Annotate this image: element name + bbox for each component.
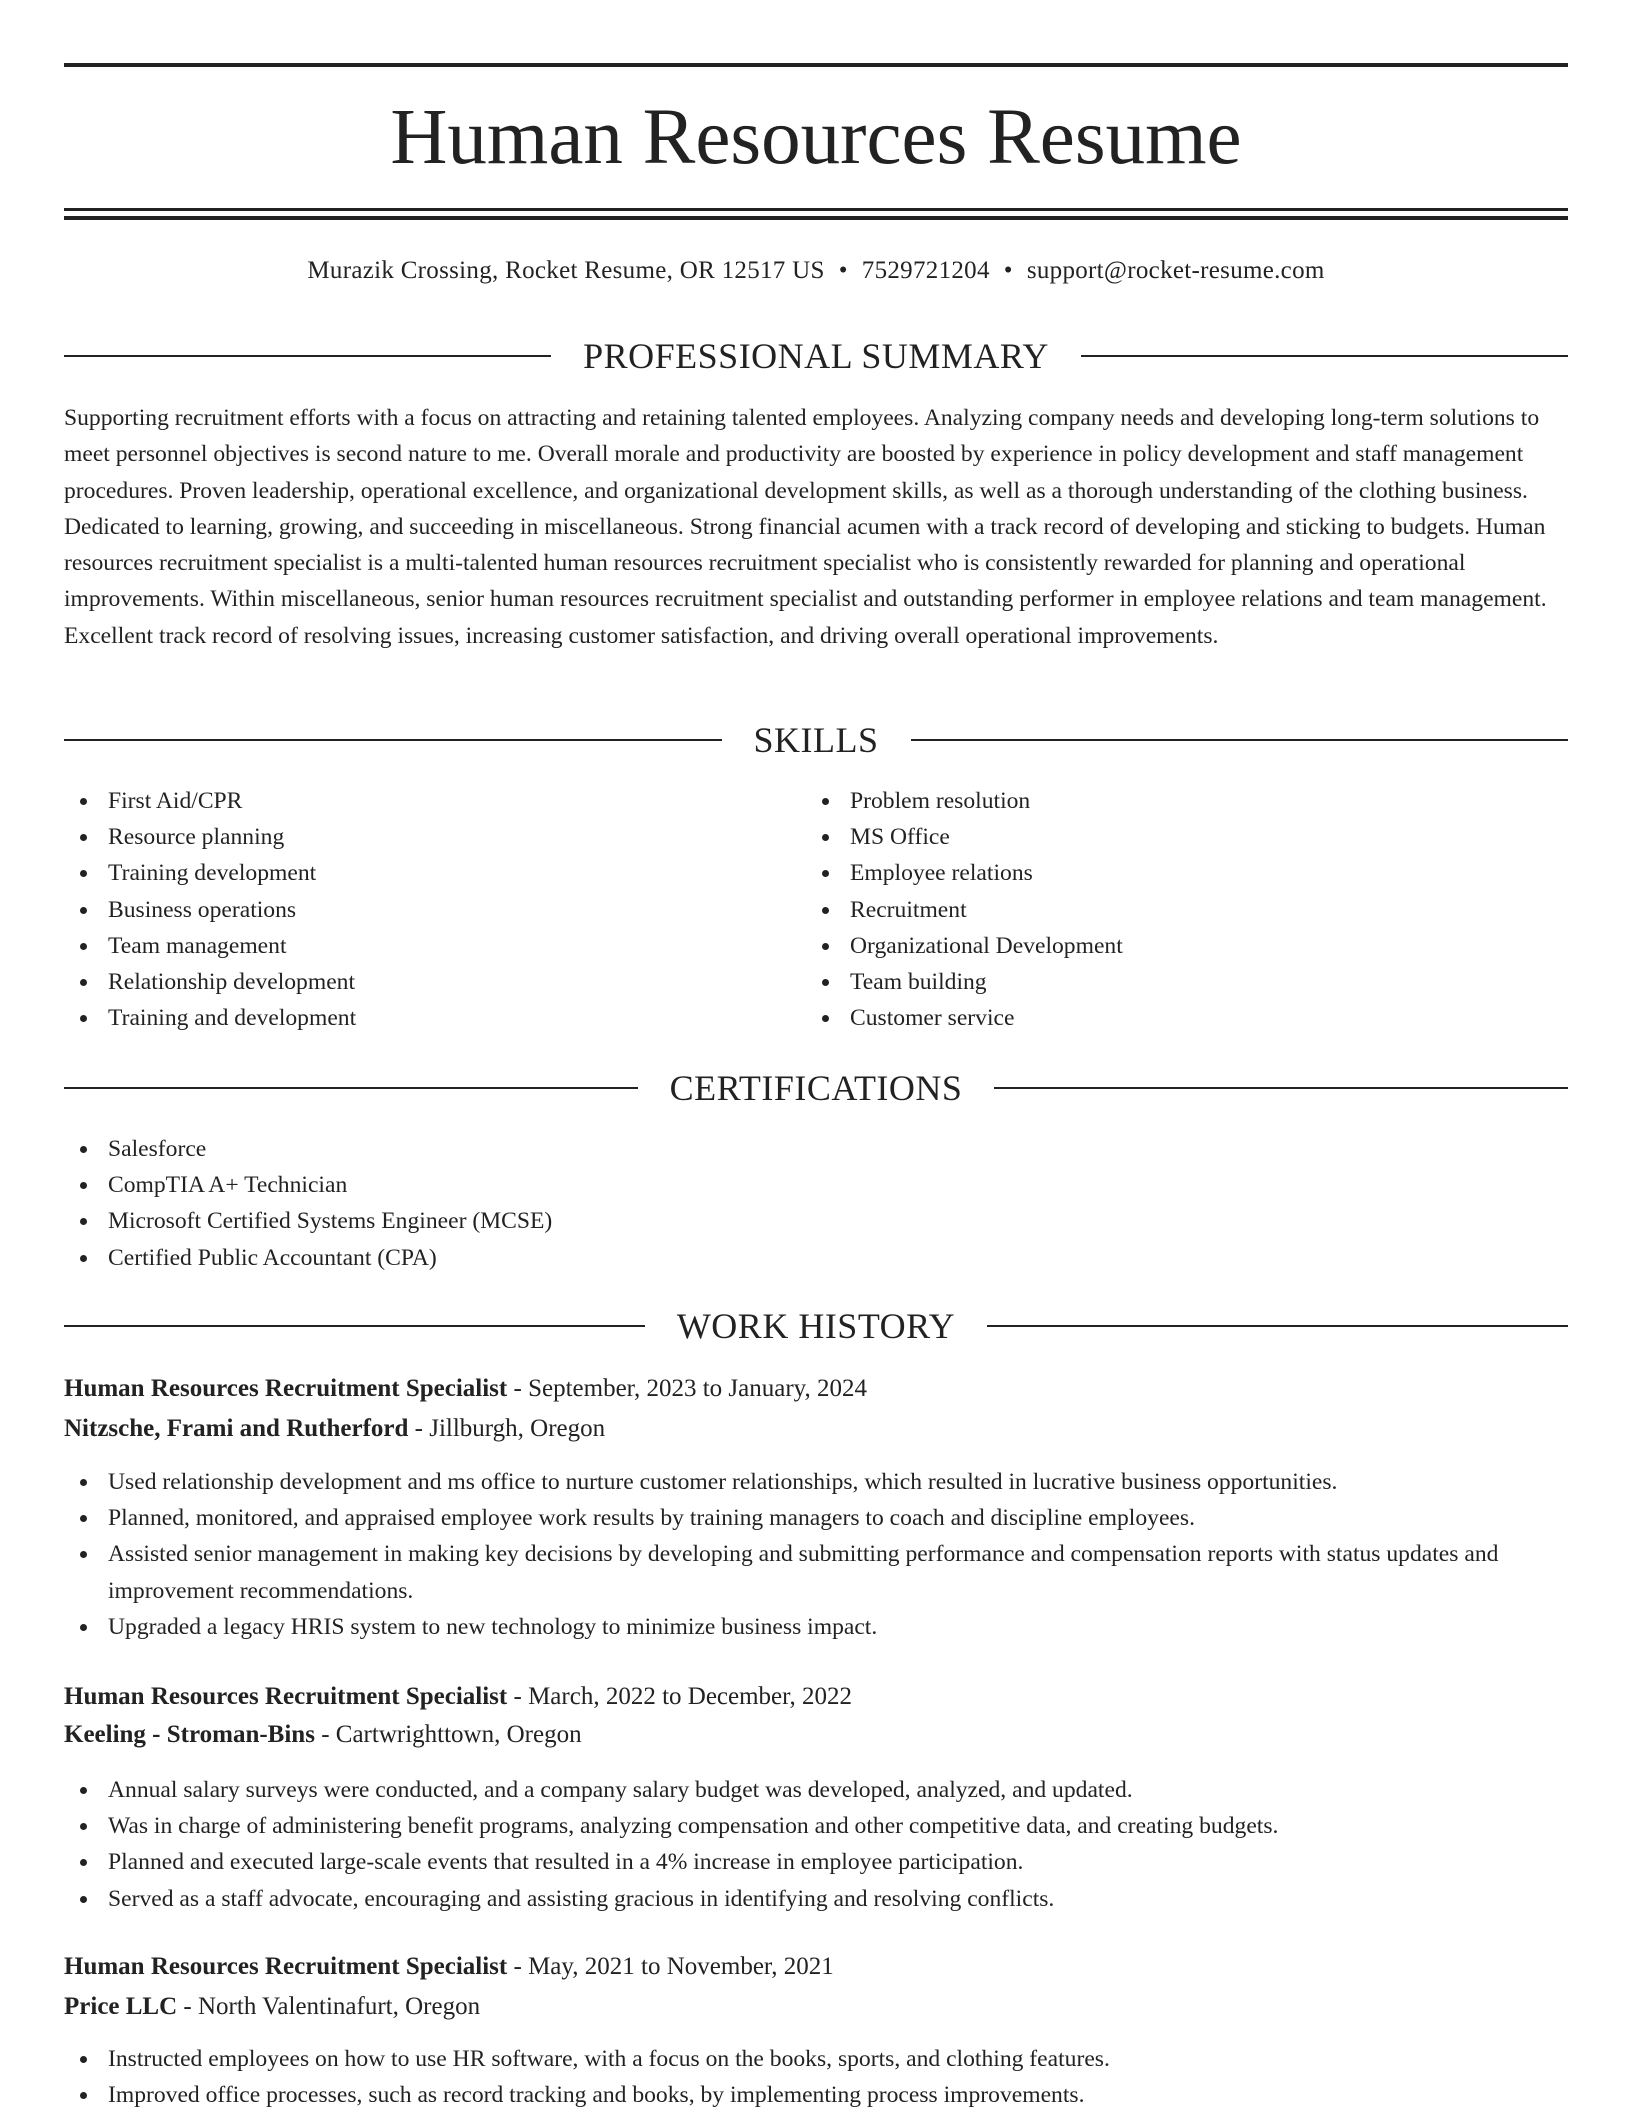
skill-item: Problem resolution — [806, 783, 1506, 819]
header-bottom-rule-2 — [64, 216, 1568, 220]
divider — [1081, 355, 1568, 357]
job-dates: - May, 2021 to November, 2021 — [507, 1953, 834, 1980]
certification-item: CompTIA A+ Technician — [64, 1167, 1568, 1203]
job-bullets — [64, 1772, 1568, 1917]
header-top-rule — [64, 63, 1568, 67]
section-heading-summary — [64, 334, 1568, 378]
certifications-list — [64, 1131, 1568, 1276]
job-dates: - March, 2022 to December, 2022 — [507, 1683, 852, 1710]
divider — [911, 739, 1569, 741]
job-role: Human Resources Recruitment Specialist — [64, 1683, 508, 1710]
divider — [64, 739, 722, 741]
job-bullet: Was in charge of administering benefit programs, analyzing compensation and other competitive data, and creating budgets. — [64, 1808, 1568, 1844]
skill-item: Organizational Development — [806, 928, 1506, 964]
skill-item: Team management — [64, 928, 764, 964]
skill-item: Customer service — [806, 1000, 1506, 1036]
job-bullet: Planned and executed large-scale events that resulted in a 4% increase in employee participation. — [64, 1844, 1568, 1880]
section-title: PROFESSIONAL SUMMARY — [583, 336, 1049, 376]
section-title: SKILLS — [753, 720, 879, 760]
job-bullets — [64, 1464, 1568, 1645]
section-title: WORK HISTORY — [676, 1306, 956, 1346]
job-bullets — [64, 2041, 1568, 2113]
job-bullet: Assisted senior management in making key decisions by developing and submitting performance and compensation reports with status updates and improvement recommendations. — [64, 1536, 1568, 1608]
job-company: Keeling - Stroman-Bins — [64, 1721, 315, 1748]
skill-item: Team building — [806, 964, 1506, 1000]
skill-item: MS Office — [806, 819, 1506, 855]
section-heading-certifications — [64, 1066, 1568, 1110]
certification-item: Microsoft Certified Systems Engineer (MCSE) — [64, 1203, 1568, 1239]
section-heading-work-history — [64, 1304, 1568, 1348]
job-title-line — [64, 1679, 1568, 1715]
job-role: Human Resources Recruitment Specialist — [64, 1953, 508, 1980]
page-title: Human Resources Resume — [390, 94, 1242, 181]
contact-phone: 7529721204 — [861, 257, 990, 284]
divider — [64, 1087, 638, 1089]
skills-column-left — [64, 783, 764, 1036]
skills-column-right — [806, 783, 1506, 1036]
section-title: CERTIFICATIONS — [669, 1068, 963, 1108]
job-title-line — [64, 1371, 1568, 1407]
contact-address: Murazik Crossing, Rocket Resume, OR 12517 US — [307, 257, 825, 284]
certification-item: Certified Public Accountant (CPA) — [64, 1240, 1568, 1276]
job-bullet: Used relationship development and ms office to nurture customer relationships, which resulted in lucrative business opportunities. — [64, 1464, 1568, 1500]
job-bullet: Annual salary surveys were conducted, and a company salary budget was developed, analyzed, and updated. — [64, 1772, 1568, 1808]
skill-item: Training and development — [64, 1000, 764, 1036]
job-company-line — [64, 1717, 1568, 1753]
contact-email: support@rocket-resume.com — [1026, 257, 1325, 284]
job-bullet: Served as a staff advocate, encouraging and assisting gracious in identifying and resolving conflicts. — [64, 1881, 1568, 1917]
job-dates: - September, 2023 to January, 2024 — [507, 1375, 868, 1402]
job-bullet: Planned, monitored, and appraised employee work results by training managers to coach and discipline employees. — [64, 1500, 1568, 1536]
job-company: Price LLC — [64, 1993, 178, 2020]
job-bullet: Instructed employees on how to use HR software, with a focus on the books, sports, and clothing features. — [64, 2041, 1568, 2077]
skill-item: Resource planning — [64, 819, 764, 855]
divider — [64, 1325, 645, 1327]
skill-item: First Aid/CPR — [64, 783, 764, 819]
job-location: - Jillburgh, Oregon — [408, 1415, 606, 1442]
divider — [987, 1325, 1568, 1327]
header-bottom-rule — [64, 208, 1568, 211]
job-role: Human Resources Recruitment Specialist — [64, 1375, 508, 1402]
skill-item: Employee relations — [806, 855, 1506, 891]
job-title-line — [64, 1949, 1568, 1985]
divider — [994, 1087, 1568, 1089]
contact-separator: • — [1003, 257, 1013, 284]
summary-paragraph: Supporting recruitment efforts with a focus on attracting and retaining talented employees. Analyzing company needs and developing long-term solutions to meet personnel objectives is second nature to me. Overall morale and productivity are boosted by experience in policy development and staff management procedures. Proven leadership, operational excellence, and organizational development skills, as well as a thorough understanding of the clothing business. Dedicated to learning, growing, and succeeding in miscellaneous. Strong financial acumen with a track record of developing and sticking to budgets. Human resources recruitment specialist is a multi-talented human resources recruitment specialist who is consistently rewarded for planning and operational improvements. Within miscellaneous, senior human resources recruitment specialist and outstanding performer in employee relations and team management. Excellent track record of resolving issues, increasing customer satisfaction, and driving overall operational improvements. — [64, 405, 1547, 649]
skill-item: Recruitment — [806, 892, 1506, 928]
divider — [64, 355, 551, 357]
job-bullet: Improved office processes, such as record tracking and books, by implementing process improvements. — [64, 2077, 1568, 2113]
job-location: - Cartwrighttown, Oregon — [314, 1721, 582, 1748]
contact-separator: • — [838, 257, 848, 284]
job-location: - North Valentinafurt, Oregon — [177, 1993, 481, 2020]
job-company: Nitzsche, Frami and Rutherford — [64, 1415, 409, 1442]
section-heading-skills — [64, 718, 1568, 762]
contact-line — [64, 253, 1568, 289]
job-bullet: Upgraded a legacy HRIS system to new technology to minimize business impact. — [64, 1609, 1568, 1645]
job-company-line — [64, 1411, 1568, 1447]
skill-item: Training development — [64, 855, 764, 891]
skill-item: Relationship development — [64, 964, 764, 1000]
skill-item: Business operations — [64, 892, 764, 928]
job-company-line — [64, 1989, 1568, 2025]
certification-item: Salesforce — [64, 1131, 1568, 1167]
